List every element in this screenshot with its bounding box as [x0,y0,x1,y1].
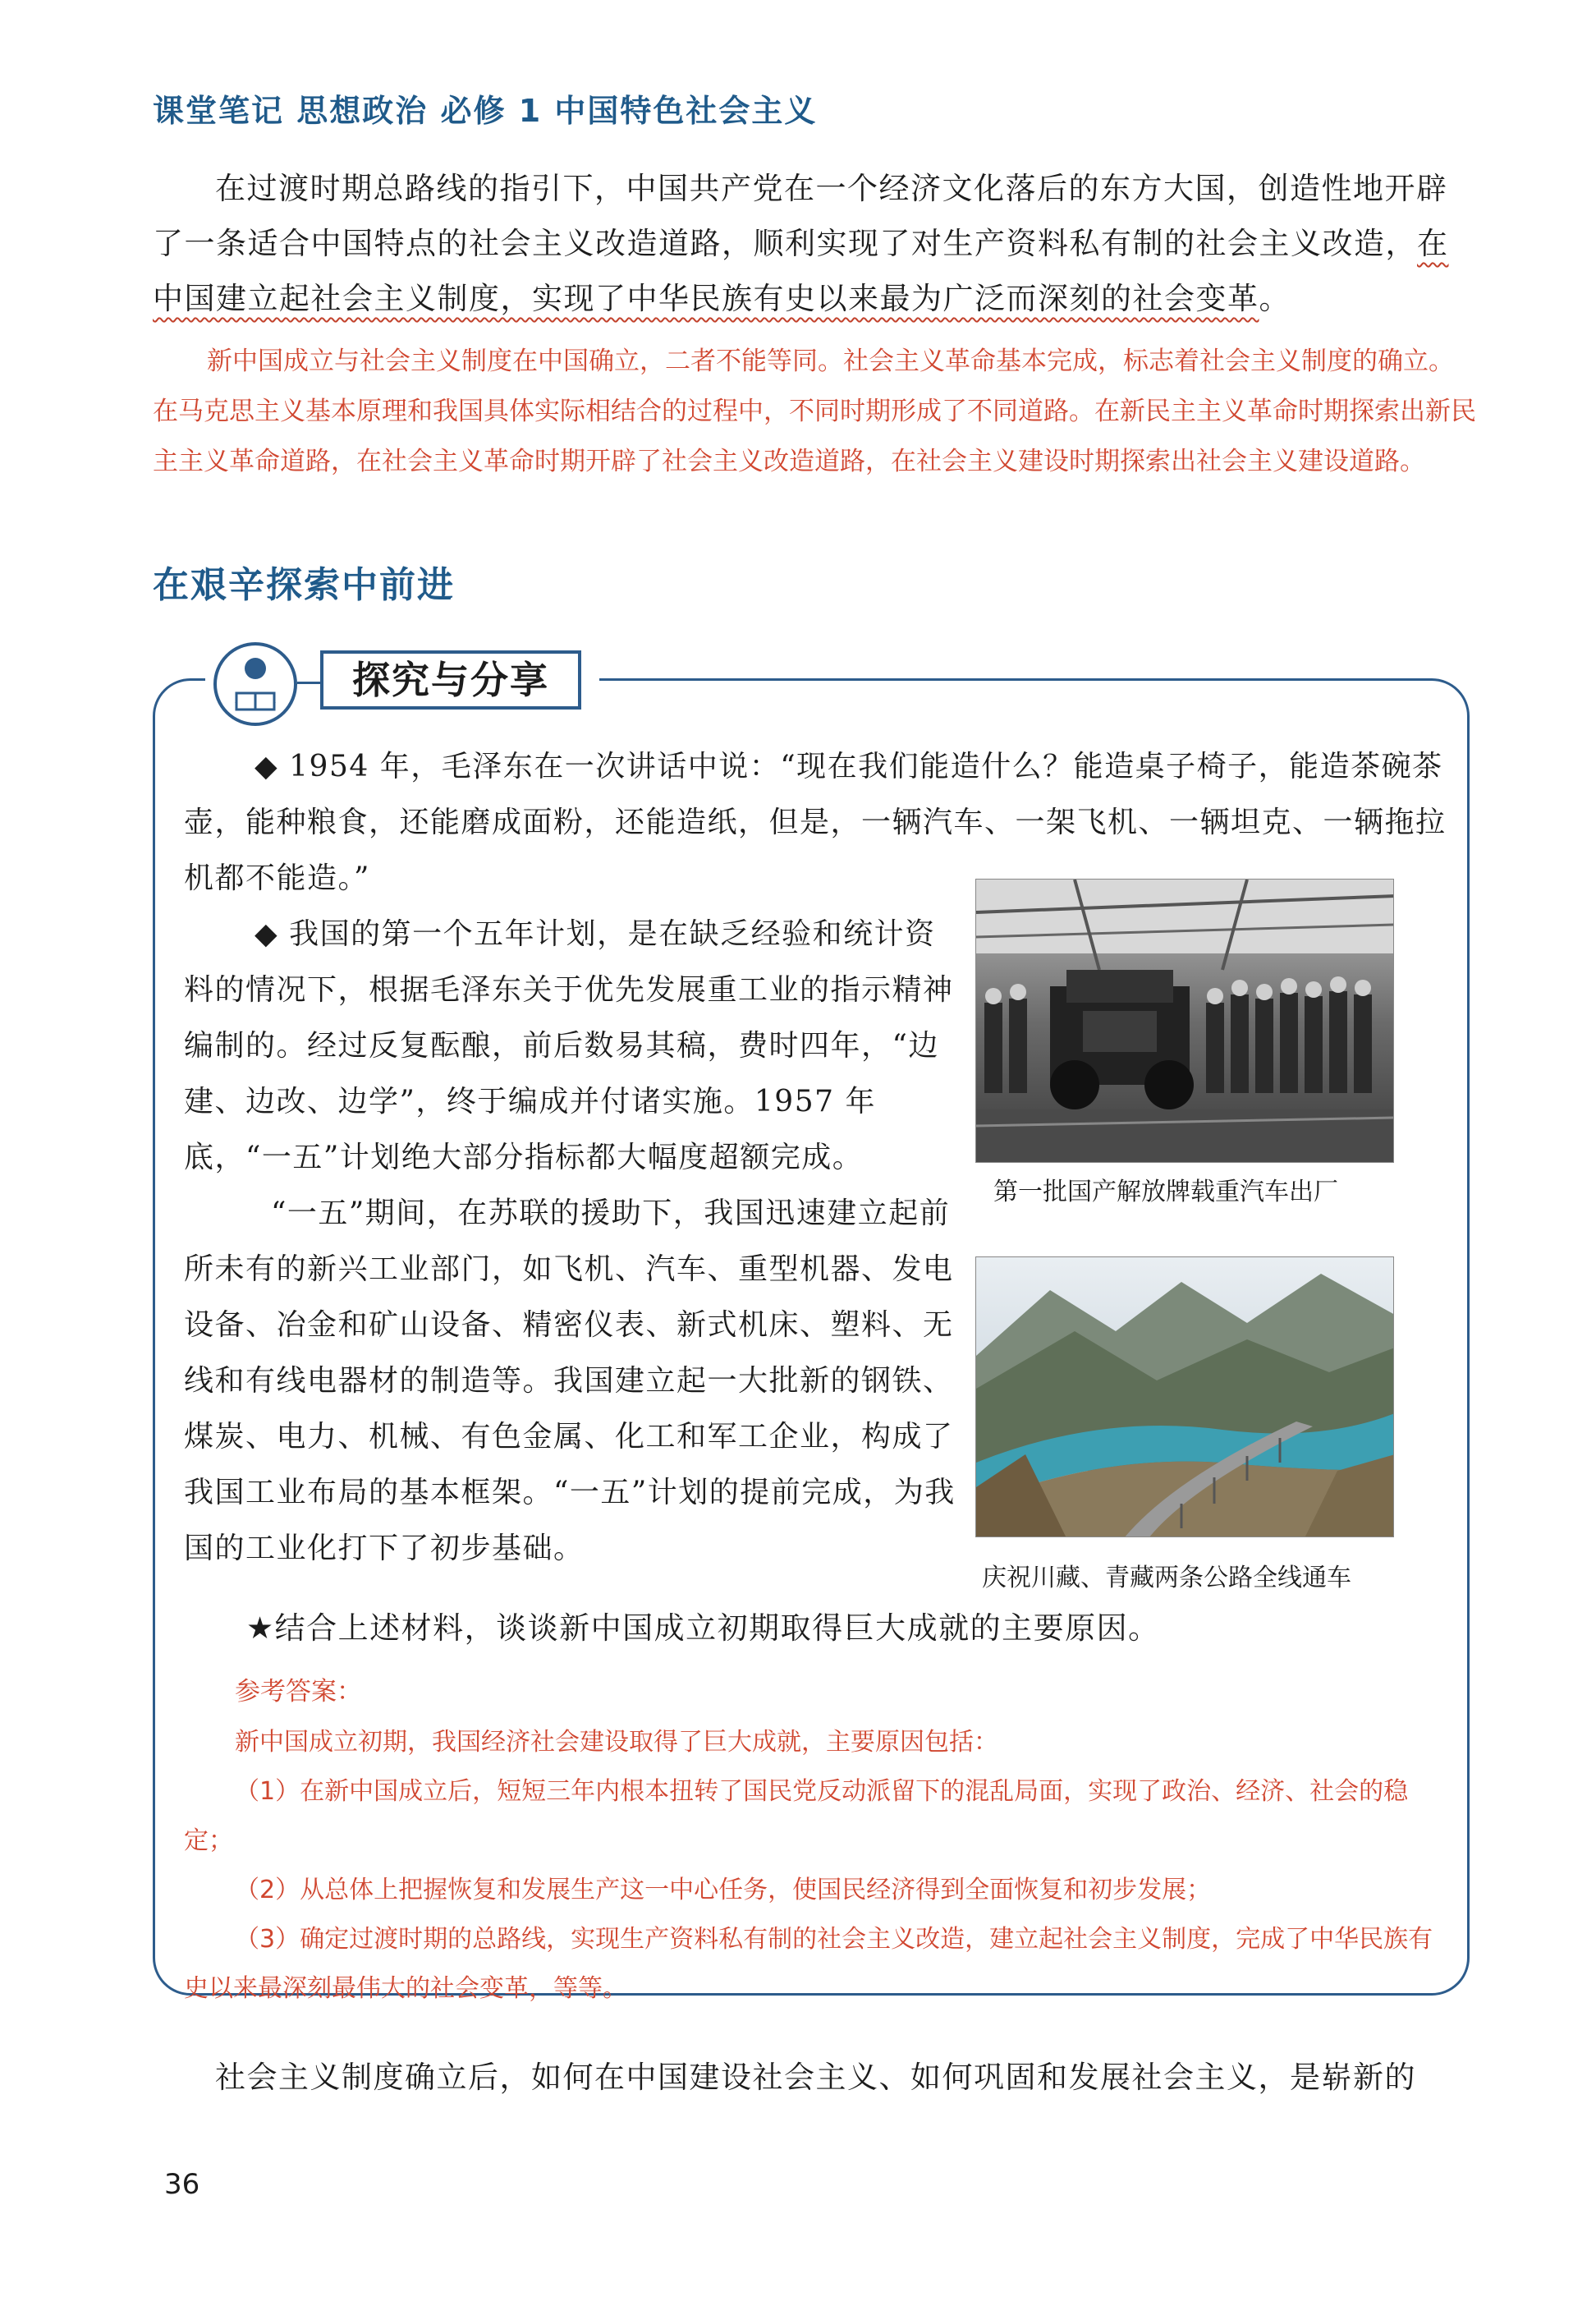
explore-paragraph-2: ◆ 我国的第一个五年计划，是在缺乏经验和统计资料的情况下，根据毛泽东关于优先发展重工业的指示精神编制的。经过反复酝酿，前后数易其稿，费时四年，“边建、边改、边学”，终于编成并付诸实施。1957 年底，“一五”计划绝大部分指标都大幅度超额完成。 [184,917,954,1174]
closing-paragraph: 社会主义制度确立后，如何在中国建设社会主义、如何巩固和发展社会主义，是崭新的 [215,2060,1416,2095]
page-number: 36 [164,2168,200,2201]
truck-factory-photo [975,879,1394,1163]
truck-photo-caption: 第一批国产解放牌载重汽车出厂 [993,1178,1338,1206]
answer-line: 新中国成立初期，我国经济社会建设取得了巨大成就，主要原因包括： [235,1728,998,1757]
intro-underlined-text: 在中国建立起社会主义制度，实现了中华民族有史以来最为广泛而深刻的社会变革 [153,226,1449,316]
explore-share-label: 探究与分享 [320,650,581,710]
panel-connector-line [297,682,320,684]
annotation-note: 新中国成立与社会主义制度在中国确立，二者不能等同。社会主义革命基本完成，标志着社会主义制度的确立。在马克思主义基本原理和我国具体实际相结合的过程中，不同时期形成了不同道路。在新民主主义革命时期探索出新民主主义革命道路，在社会主义革命时期开辟了社会主义改造道路，在社会主义建设时期探索出社会主义建设道路。 [153,347,1476,476]
discussion-question: ★结合上述材料，谈谈新中国成立初期取得巨大成就的主要原因。 [246,1610,1160,1646]
student-reading-icon [213,642,297,726]
answer-line: （2）从总体上把握恢复和发展生产这一中心任务，使国民经济得到全面恢复和初步发展； [235,1876,1212,1904]
section-title: 在艰辛探索中前进 [153,564,455,606]
intro-plain-text: 在过渡时期总路线的指引下，中国共产党在一个经济文化落后的东方大国，创造性地开辟了一条适合中国特点的社会主义改造道路，顺利实现了对生产资料私有制的社会主义改造， [153,171,1448,261]
answer-body [184,1718,1448,2014]
highway-photo-caption: 庆祝川藏、青藏两条公路全线通车 [982,1564,1351,1592]
intro-paragraph [153,161,1479,326]
intro-end-mark: 。 [1259,281,1291,316]
highway-valley-photo [975,1256,1394,1537]
answer-line: （1）在新中国成立后，短短三年内根本扭转了国民党反动派留下的混乱局面，实现了政治、经济、社会的稳定； [184,1777,1409,1855]
explore-paragraph-3: “一五”期间，在苏联的援助下，我国迅速建立起前所未有的新兴工业部门，如飞机、汽车、重型机器、发电设备、冶金和矿山设备、精密仪表、新式机床、塑料、无线和有线电器材的制造等。我国建立起一大批新的钢铁、煤炭、电力、机械、有色金属、化工和军工企业，构成了我国工业布局的基本框架。“一五”计划的提前完成，为我国的工业化打下了初步基础。 [184,1197,956,1565]
explore-paragraph-1: ◆ 1954 年，毛泽东在一次讲话中说：“现在我们能造什么？能造桌子椅子，能造茶碗茶壶，能种粮食，还能磨成面粉，还能造纸，但是，一辆汽车、一架飞机、一辆坦克、一辆拖拉机都不能造。” [184,750,1447,895]
answer-label: 参考答案： [235,1677,362,1706]
answer-line: （3）确定过渡时期的总路线，实现生产资料私有制的社会主义改造，建立起社会主义制度，完成了中华民族有史以来最深刻最伟大的社会变革，等等。 [184,1925,1433,2003]
running-header: 课堂笔记 思想政治 必修 1 中国特色社会主义 [153,93,818,129]
